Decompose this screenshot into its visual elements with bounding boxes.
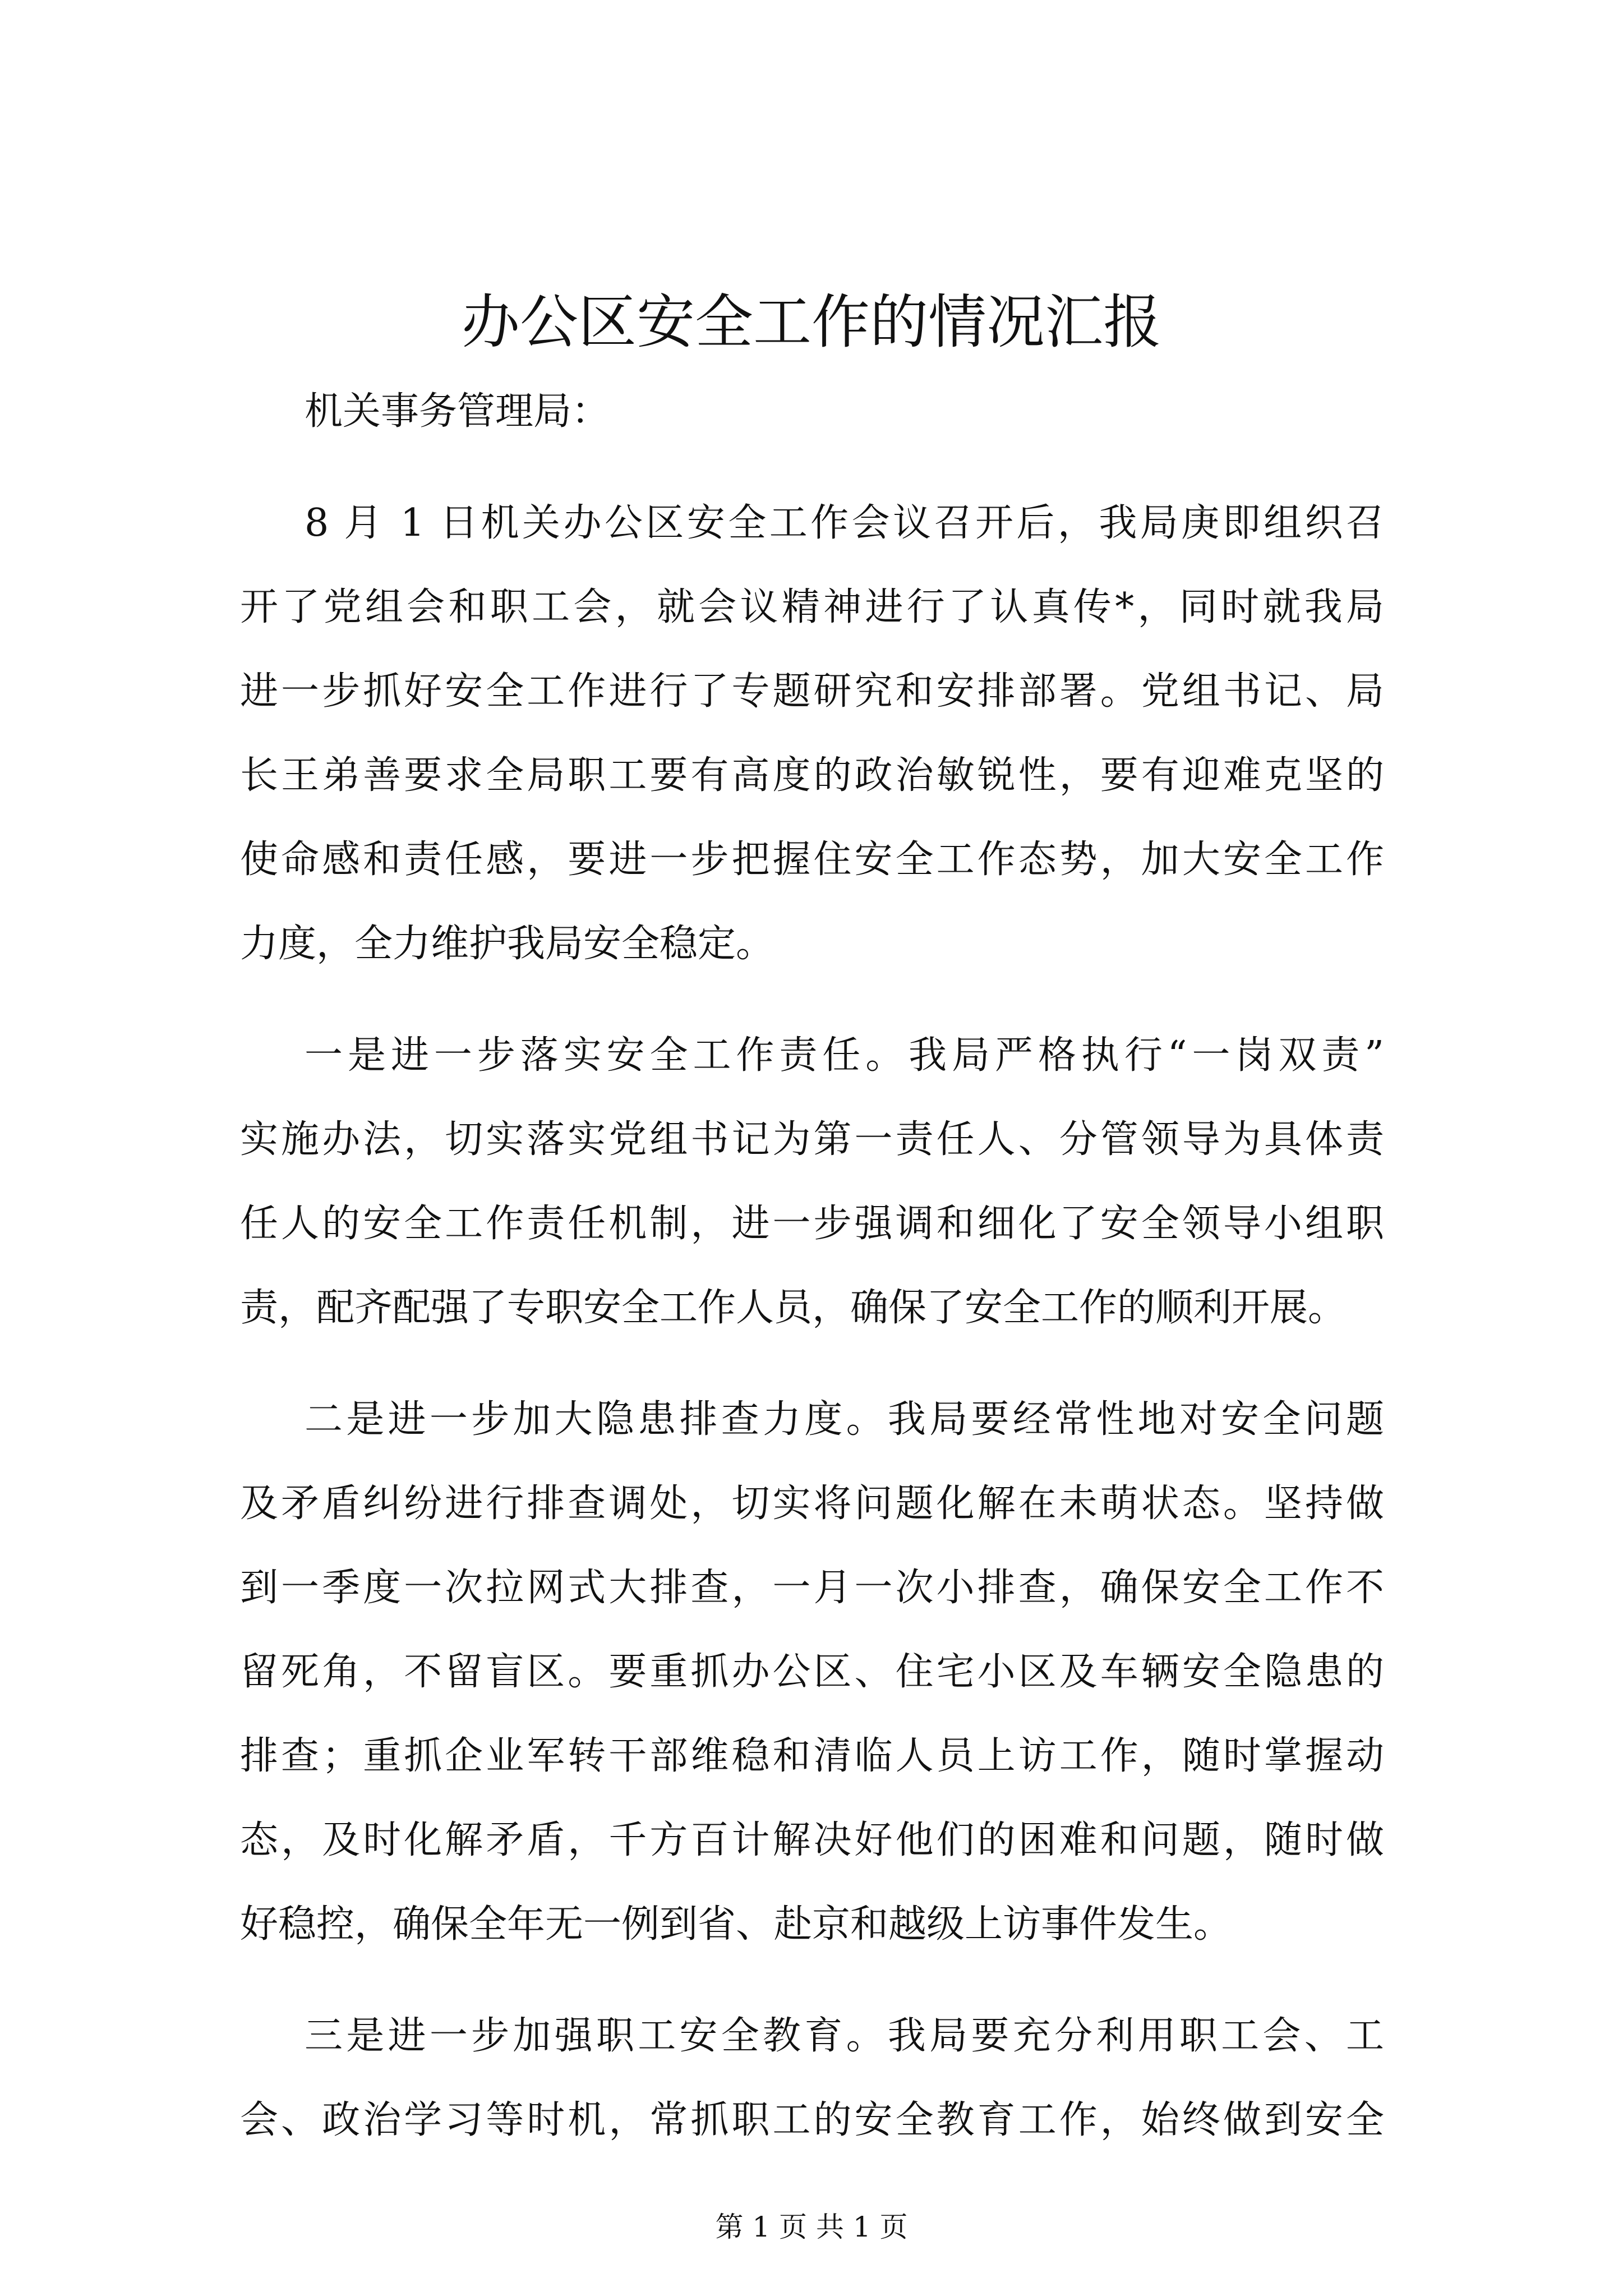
paragraph-line: 开了党组会和职工会，就会议精神进行了认真传*，同时就我局 [240, 585, 1384, 629]
paragraph-line: 任人的安全工作责任机制，进一步强调和细化了安全领导小组职 [240, 1202, 1384, 1246]
page-footer: 第 1 页 共 1 页 [715, 2211, 908, 2243]
paragraph-line: 态，及时化解矛盾，千方百计解决好他们的困难和问题，随时做 [240, 1818, 1384, 1862]
paragraph-item-3 [240, 1994, 1384, 2162]
salutation-paragraph [240, 370, 1384, 454]
paragraph-line: 到一季度一次拉网式大排查，一月一次小排查，确保安全工作不 [240, 1566, 1384, 1610]
paragraph-line: 好稳控，确保全年无一例到省、赴京和越级上访事件发生。 [240, 1902, 1232, 1947]
paragraph-intro [240, 481, 1384, 986]
paragraph-line: 进一步抓好安全工作进行了专题研究和安排部署。党组书记、局 [240, 669, 1384, 714]
paragraph-line: 三是进一步加强职工安全教育。我局要充分利用职工会、工 [305, 2014, 1384, 2058]
paragraph-line: 及矛盾纠纷进行排查调处，切实将问题化解在未萌状态。坚持做 [240, 1481, 1384, 1526]
paragraph-item-1 [240, 1014, 1384, 1350]
document-body [240, 370, 1384, 2190]
paragraph-line: 8 月 1 日机关办公区安全工作会议召开后，我局庚即组织召 [305, 501, 1384, 545]
paragraph-line: 会、政治学习等时机，常抓职工的安全教育工作，始终做到安全 [240, 2098, 1384, 2142]
paragraph-line: 力度，全力维护我局安全稳定。 [240, 922, 774, 966]
salutation: 机关事务管理局： [305, 389, 610, 434]
paragraph-item-2 [240, 1378, 1384, 1967]
paragraph-line: 责，配齐配强了专职安全工作人员，确保了安全工作的顺利开展。 [240, 1286, 1347, 1330]
paragraph-line: 一是进一步落实安全工作责任。我局严格执行“一岗双责” [305, 1033, 1384, 1078]
paragraph-line: 二是进一步加大隐患排查力度。我局要经常性地对安全问题 [305, 1397, 1384, 1442]
paragraph-line: 实施办法，切实落实党组书记为第一责任人、分管领导为具体责 [240, 1117, 1384, 1162]
paragraph-line: 排查；重抓企业军转干部维稳和清临人员上访工作，随时掌握动 [240, 1734, 1384, 1778]
paragraph-line: 留死角，不留盲区。要重抓办公区、住宅小区及车辆安全隐患的 [240, 1650, 1384, 1694]
document-title: 办公区安全工作的情况汇报 [461, 288, 1161, 356]
paragraph-line: 长王弟善要求全局职工要有高度的政治敏锐性，要有迎难克坚的 [240, 753, 1384, 798]
paragraph-line: 使命感和责任感，要进一步把握住安全工作态势，加大安全工作 [240, 838, 1384, 882]
